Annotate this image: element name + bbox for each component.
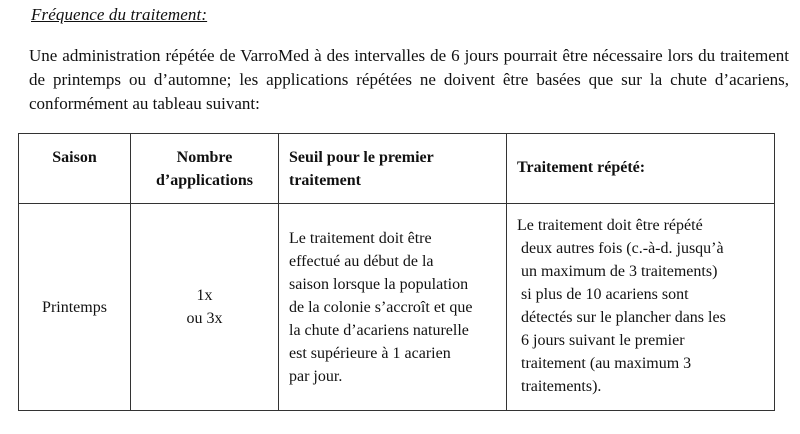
header-traitement: Traitement répété:: [507, 134, 775, 204]
cell-nombre: 1x ou 3x: [131, 204, 279, 411]
cell-traitement: Le traitement doit être répété deux autres fois (c.-à-d. jusqu’à un maximum de 3 traitements) si plus de 10 acariens sont détectés sur le plancher dans les 6 jours suivant le premier traitement (au maximum 3 traitements).: [507, 204, 775, 411]
header-nombre: Nombre d’applications: [131, 134, 279, 204]
table-header-row: [19, 134, 775, 204]
section-heading: Fréquence du traitement:: [31, 5, 208, 24]
table-row: [19, 204, 775, 411]
header-saison: Saison: [19, 134, 131, 204]
treatment-table: [18, 133, 775, 411]
header-seuil: Seuil pour le premier traitement: [279, 134, 507, 204]
cell-seuil: Le traitement doit être effectué au début de la saison lorsque la population de la colonie s’accroît et que la chute d’acariens naturelle est supérieure à 1 acarien par jour.: [279, 204, 507, 411]
intro-paragraph: Une administration répétée de VarroMed à des intervalles de 6 jours pourrait être nécessaire lors du traitement de printemps ou d’automne; les applications répétées ne doivent être basées que sur la chute d’acariens, conformément au tableau suivant:: [29, 46, 789, 113]
cell-saison: Printemps: [19, 204, 131, 411]
